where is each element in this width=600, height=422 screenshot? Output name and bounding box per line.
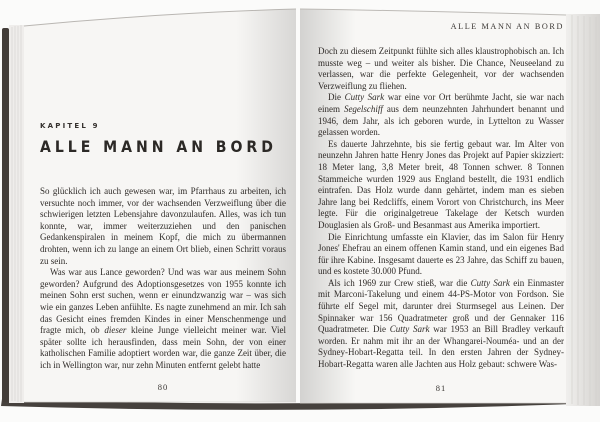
right-page: [318, 22, 564, 371]
running-header: ALLE MANN AN BORD: [450, 22, 564, 31]
chapter-title: ALLE MANN AN BORD: [40, 137, 277, 156]
book-cover-left-edge: [2, 28, 9, 402]
body-paragraph: Es dauerte Jahrzehnte, bis sie fertig gebaut war. Im Alter von neunzehn Jahren hatte Henry Jones das Projekt auf Papier skizziert: 18 Meter lang, 3,8 Meter breit, 48 Tonnen schwer. 8 Tonnen Stammeiche wurden 1929 aus England bestellt, die 1931 endlich eintrafen. Das Holz wurde dann gehärtet, indem man es sieben Jahre lang bei Redcliffs, einem Vorort von Christchurch, ins Meer legte. Für die originalgetreue Takelage der Ketsch wurden Douglasien als Groß- und Besanmast aus Amerika importiert.: [318, 138, 564, 230]
left-page: [40, 122, 286, 372]
page-number-right: 81: [435, 383, 447, 393]
page-number-left: 80: [157, 382, 169, 392]
body-paragraph: Die Einrichtung umfasste ein Klavier, das im Salon für Henry Jones' Ehefrau an einem offenen Kamin stand, und ein eigenes Bad für ihre Kabine. Insgesamt dauerte es 23 Jahre, das Schiff zu bauen, und es kostete 30.000 Pfund.: [318, 231, 564, 277]
body-paragraph: Doch zu diesem Zeitpunkt fühlte sich alles klaustrophobisch an. Ich musste weg – und weiter als bisher. Die Chance, Neuseeland zu verlassen, war die perfekte Gelegenheit, vor der wachsenden Verzweiflung zu fliehen.: [318, 46, 564, 91]
page-edge-stack-left: [9, 25, 24, 403]
body-paragraph: Was war aus Lance geworden? Und was war aus meinem Sohn geworden? Aufgrund des Adoptionsgesetzes von 1955 konnte ich meinen Sohn erst suchen, wenn er einundzwanzig war – was sich wie ein ganzes Leben anfühlte. Es nagte zunehmend an mir. Ich sah das Gesicht eines fremden Kindes in einer Menschenmenge und fragte mich, ob dieser kleine Junge vielleicht meiner war. Viel später sollte ich herausfinden, dass mein Sohn, der von einer katholischen Familie adoptiert worden war, die ganze Zeit über, die ich in Wellington war, nur zehn Minuten entfernt gelebt hatte: [40, 267, 287, 370]
page-edge-stack-right: [566, 14, 600, 406]
right-page-body: [318, 46, 564, 371]
chapter-label: KAPITEL 9: [40, 122, 100, 130]
body-paragraph: Als ich 1969 zur Crew stieß, war die Cutty Sark ein Einmaster mit Marconi-Takelung und einem 44-PS-Motor von Fordson. Sie führte elf Segel mit, darunter drei Sturmsegel aus Leinen. Der Spinnaker war 156 Quadratmeter groß und der Gennaker 116 Quadratmeter. Die Cutty Sark war 1953 an Bill Bradley verkauft worden. Er nahm mit ihr an der Whangarei-Nouméa- und an der Sydney-Hobart-Regatta teil. In den ersten Jahren der Sydney-Hobart-Regatta waren alle Jachten aus Holz gebaut: schwere Was-: [318, 277, 565, 370]
body-paragraph: Die Cutty Sark war eine vor Ort berühmte Jacht, sie war nach einem Segelschiff aus dem neunzehnten Jahrhundert benannt und 1946, dem Jahr, als ich geboren wurde, in Lyttelton zu Wasser gelassen worden.: [318, 92, 565, 138]
body-paragraph: So glücklich ich auch gewesen war, im Pfarrhaus zu arbeiten, ich versuchte noch immer, vor der wachsenden Verzweiflung über die schwierigen letzten Lebensjahre davonzulaufen. Alles, was ich tun konnte, war, immer weiterzuziehen und den panischen Gedankenspiralen in meinem Kopf, die mich zu übermannen drohten, wenn ich zu lange an einem Ort blieb, einen Schritt voraus zu sein.: [40, 186, 286, 266]
left-page-body: [40, 186, 286, 372]
